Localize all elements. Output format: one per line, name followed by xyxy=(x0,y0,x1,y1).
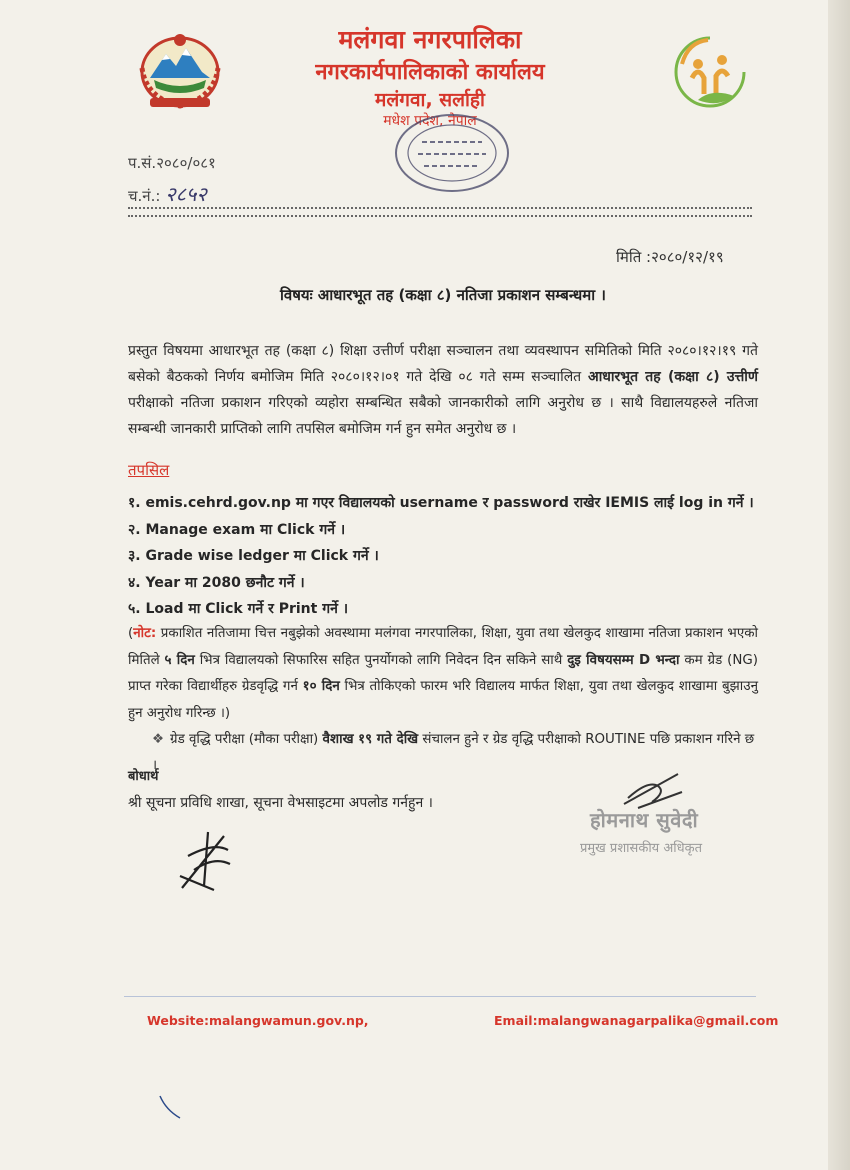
instruction-step: ४. Year मा 2080 छनौट गर्ने । xyxy=(128,574,305,591)
note-text-2: भित्र विद्यालयको सिफारिस सहित पुनर्योगको लागि निवेदन दिन सकिने साथै xyxy=(194,652,568,668)
letter-body xyxy=(128,338,758,442)
body-text-bold: आधारभूत तह (कक्षा ८) उत्तीर्ण xyxy=(587,369,759,385)
note-text-1: प्रकाशित नतिजामा चित्त नबुझेको अवस्थामा मलंगवा नगरपालिका, शिक्षा, युवा तथा खेलकुद शाखामा नतिजा प्रकाशन भएको मितिले xyxy=(128,626,758,668)
footer-email: Email:malangwanagarpalika@gmail.com xyxy=(494,1013,779,1028)
office-stamp-icon xyxy=(392,110,512,196)
note-bold-3: १० दिन xyxy=(302,679,340,695)
note-bold-1: ५ दिन xyxy=(164,652,195,668)
instruction-step: ५. Load मा Click गर्ने र Print गर्ने । xyxy=(128,601,349,617)
diamond-bullet-icon: ❖ xyxy=(152,732,165,748)
note-bold-2: दुइ विषयसम्म D भन्दा xyxy=(567,652,680,668)
bullet-bold: वैशाख १९ गते देखि xyxy=(322,732,419,748)
bullet-text-2: संचालन हुने र ग्रेड वृद्धि परीक्षाको ROUTINE पछि प्रकाशन गरिने छ । xyxy=(152,732,755,774)
signer-title: प्रमुख प्रशासकीय अधिकृत xyxy=(580,841,703,856)
footer-divider xyxy=(124,996,756,997)
instruction-step: १. emis.cehrd.gov.np मा गएर विद्यालयको username र password राखेर IEMIS लाई log in गर्ने । xyxy=(128,495,754,511)
letter-date: मिति :२०८०/१२/१९ xyxy=(616,248,724,266)
bullet-text-1: ग्रेड वृद्धि परीक्षा (मौका परीक्षा) xyxy=(170,732,323,748)
note-paragraph xyxy=(128,621,758,727)
letter-subject: विषयः आधारभूत तह (कक्षा ८) नतिजा प्रकाशन सम्बन्धमा । xyxy=(279,286,606,304)
instruction-step: ३. Grade wise ledger मा Click गर्ने । xyxy=(128,548,379,564)
cc-recipient: श्री सूचना प्रविधि शाखा, सूचना वेभसाइटमा अपलोड गर्नहुन । xyxy=(128,795,433,811)
instruction-step: २. Manage exam मा Click गर्ने । xyxy=(128,521,346,538)
note-label: नोट: xyxy=(133,626,157,642)
scan-edge xyxy=(828,0,850,1170)
dispatch-value: २८५२ xyxy=(165,182,207,206)
footer-website: Website:malangwamun.gov.np, xyxy=(147,1013,369,1028)
body-text-1: प्रस्तुत विषयमा आधारभूत तह (कक्षा ८) शिक्षा उत्तीर्ण परीक्षा सञ्चालन तथा व्यवस्थापन समितिको मिति २०८०।१२।१९ गते बसेको बैठकको निर्णय बमोजिम मिति २०८०।१२।०१ गते देखि ०८ गते सम्म सञ्चालित xyxy=(128,343,758,385)
dispatch-label: च.नं.: xyxy=(128,187,161,205)
dispatch-number xyxy=(128,180,207,207)
pen-mark-icon xyxy=(156,1092,186,1122)
note-open: ( xyxy=(128,626,134,642)
body-text-2: परीक्षाको नतिजा प्रकाशन गरिएको व्यहोरा सम्बन्धित सबैको जानकारीको लागि अनुरोध छ । साथै विद्यालयहरुले नतिजा सम्बन्धी जानकारी प्राप्तिको लागि तपसिल बमोजिम गर्न हुन समेत अनुरोध छ । xyxy=(128,395,758,437)
instruction-list xyxy=(128,490,754,623)
office-location: मलंगवा, सर्लाही xyxy=(375,89,485,111)
municipality-logo-icon xyxy=(668,30,752,114)
note-text-4: भित्र तोकिएको फारम भरि विद्यालय मार्फत शिक्षा, युवा तथा खेलकुद शाखामा बुझाउनु हुन अनुरोध गरिन्छ ।) xyxy=(128,679,758,721)
details-heading: तपसिल xyxy=(128,461,170,479)
signer-name: होमनाथ सुवेदी xyxy=(590,808,699,832)
nepal-emblem-icon xyxy=(132,28,228,112)
note-text-3: कम ग्रेड (NG) प्राप्त गरेका विद्यार्थीहरु ग्रेडवृद्धि गर्न xyxy=(128,652,758,695)
initials-signature-icon xyxy=(174,826,240,896)
header-divider xyxy=(128,207,752,217)
municipality-name: मलंगवा नगरपालिका xyxy=(338,25,522,54)
cc-heading: बोधार्थ xyxy=(128,769,159,784)
province-country: मधेश प्रदेश, नेपाल xyxy=(383,113,477,129)
office-name: नगरकार्यपालिकाको कार्यालय xyxy=(315,60,545,85)
letter-reference-number: प.सं.२०८०/०८१ xyxy=(128,154,216,172)
